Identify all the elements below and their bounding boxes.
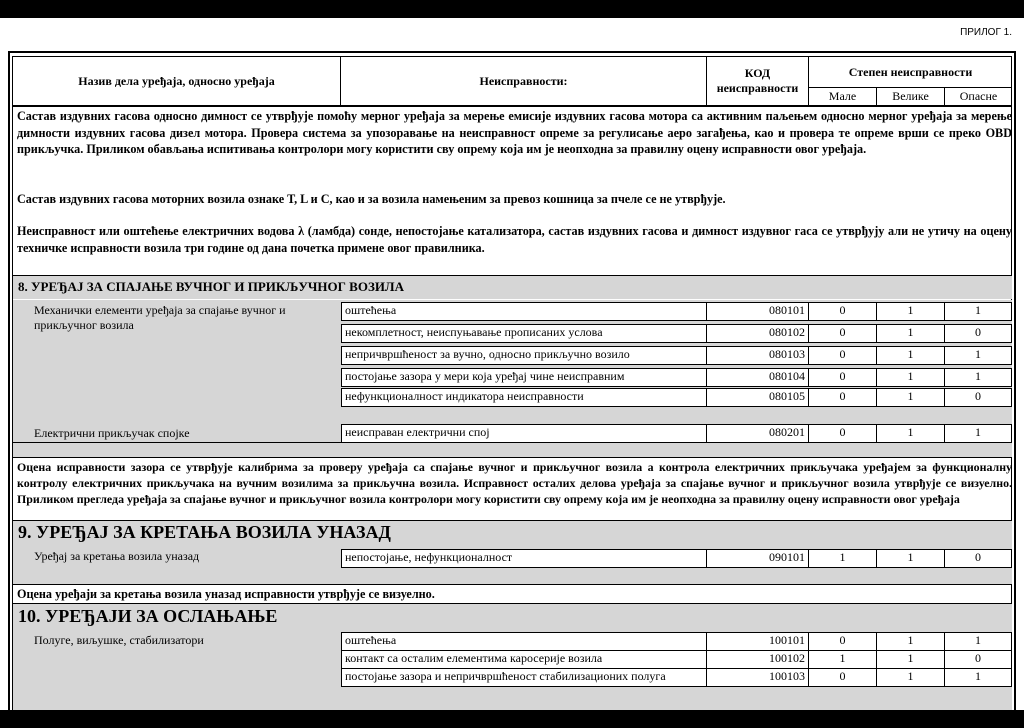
minor-cell: 0 bbox=[808, 324, 877, 343]
defect-cell: постојање зазора у мери која уређај чине неисправним bbox=[341, 368, 707, 387]
element-name: Електрични прикључак спојке bbox=[34, 426, 190, 440]
code-cell: 080102 bbox=[706, 324, 809, 343]
intro-paragraph-2: Састав издувних гасова моторних возила ознаке Т, L и C, као и за возила намењеним за превоз кошница за пчеле се не утврђује. bbox=[17, 192, 726, 206]
intro-paragraph-1: Састав издувних гасова односно димност се утврђује помоћу мерног уређаја за мерење емисије издувних гасова мотора са активним паљењем односно мерног уређаја за мерење димности издувних гасова дизел мотора. Провера система за упозоравање на неисправност опреме за регулисање аеро загађења, као и провера те опреме врши се преко OBD прикључка. Приликом обављања испитивања контролори могу користити сву опрему која им је неопходна за правилну оцену исправности овог уређаја. bbox=[17, 109, 1012, 156]
minor-cell: 1 bbox=[808, 549, 877, 568]
element-name: Механички елементи уређаја за спајање вучног и прикључног возила bbox=[34, 303, 286, 332]
section-9-note: Оцена уређаји за кретања возила уназад исправности утврђује се визуелно. bbox=[17, 587, 435, 601]
document-page bbox=[0, 18, 1024, 710]
section-8-title: 8. УРЕЂАЈ ЗА СПАЈАЊЕ ВУЧНОГ И ПРИКЉУЧНОГ ВОЗИЛА bbox=[18, 279, 405, 294]
section-9-title: 9. УРЕЂАЈ ЗА КРЕТАЊА ВОЗИЛА УНАЗАД bbox=[18, 522, 391, 542]
code-cell: 100101 bbox=[706, 632, 809, 651]
annex-label: ПРИЛОГ 1. bbox=[960, 27, 1012, 38]
code-cell: 080101 bbox=[706, 302, 809, 321]
header-dangerous: Опасне bbox=[959, 89, 998, 103]
dangerous-cell: 1 bbox=[944, 346, 1012, 365]
divider bbox=[12, 457, 1012, 458]
minor-cell: 0 bbox=[808, 632, 877, 651]
element-name: Уређај за кретања возила уназад bbox=[34, 549, 200, 563]
header-major: Велике bbox=[892, 89, 929, 103]
header-degree: Степен неисправности bbox=[848, 64, 973, 79]
header-code: КОД неисправности bbox=[716, 66, 799, 95]
minor-cell: 0 bbox=[808, 368, 877, 387]
defect-cell: оштећења bbox=[341, 632, 707, 651]
header-part-name: Назив дела уређаја, односно уређаја bbox=[78, 73, 275, 88]
divider bbox=[706, 57, 707, 106]
minor-cell: 0 bbox=[808, 388, 877, 407]
major-cell: 1 bbox=[876, 302, 945, 321]
section-8-note: Оцена исправности зазора се утврђује калибрима за проверу уређаја са спајање вучног и прикључног возила а контрола електричних прикључака уређајем за функционалну контролу електричних прикључака на вучним возилима за прикључна возила. Исправност осталих делова уређаја за спајање вучног и прикључног возила утврђује се визуелно. Приликом прегледа уређаја за спајање вучног и прикључног возила контролори могу користити сву опрему која им је неопходна за правилну оцену исправности овог уређаја bbox=[17, 460, 1012, 506]
defect-cell: непричвршћеност за вучно, односно прикључно возило bbox=[341, 346, 707, 365]
dangerous-cell: 1 bbox=[944, 668, 1012, 687]
defect-cell: непостојање, нефункционалност bbox=[341, 549, 707, 568]
section-10-title: 10. УРЕЂАЈИ ЗА ОСЛАЊАЊЕ bbox=[18, 606, 278, 626]
defect-cell: оштећења bbox=[341, 302, 707, 321]
divider bbox=[340, 57, 341, 106]
minor-cell: 0 bbox=[808, 668, 877, 687]
minor-cell: 0 bbox=[808, 302, 877, 321]
defect-cell: некомплетност, неиспуњавање прописаних услова bbox=[341, 324, 707, 343]
header-defects: Неисправности: bbox=[479, 73, 568, 88]
major-cell: 1 bbox=[876, 368, 945, 387]
divider bbox=[876, 87, 877, 106]
minor-cell: 1 bbox=[808, 650, 877, 669]
minor-cell: 0 bbox=[808, 424, 877, 443]
code-cell: 080105 bbox=[706, 388, 809, 407]
divider bbox=[12, 275, 1012, 276]
code-cell: 080103 bbox=[706, 346, 809, 365]
defect-cell: нефункционалност индикатора неисправности bbox=[341, 388, 707, 407]
major-cell: 1 bbox=[876, 668, 945, 687]
code-cell: 080104 bbox=[706, 368, 809, 387]
divider bbox=[808, 57, 809, 106]
code-cell: 090101 bbox=[706, 549, 809, 568]
defect-cell: неисправан електрични спој bbox=[341, 424, 707, 443]
dangerous-cell: 1 bbox=[944, 632, 1012, 651]
intro-paragraph-3: Неисправност или оштећење електричних водова λ (ламбда) сонде, непостојање катализатора, састав издувних гасова и димност издувног гаса се утврђују али не утичу на оцену техничке исправности возила три године од дана почетка примене овог правилника. bbox=[17, 224, 1012, 255]
divider bbox=[808, 87, 1012, 88]
code-cell: 100102 bbox=[706, 650, 809, 669]
major-cell: 1 bbox=[876, 632, 945, 651]
major-cell: 1 bbox=[876, 650, 945, 669]
defect-cell: постојање зазора и непричвршћеност стабилизационих полуга bbox=[341, 668, 707, 687]
code-cell: 080201 bbox=[706, 424, 809, 443]
section-body bbox=[13, 443, 1012, 457]
major-cell: 1 bbox=[876, 346, 945, 365]
dangerous-cell: 1 bbox=[944, 424, 1012, 443]
divider bbox=[944, 87, 945, 106]
divider bbox=[12, 584, 1012, 585]
dangerous-cell: 1 bbox=[944, 302, 1012, 321]
dangerous-cell: 0 bbox=[944, 549, 1012, 568]
major-cell: 1 bbox=[876, 424, 945, 443]
dangerous-cell: 0 bbox=[944, 324, 1012, 343]
major-cell: 1 bbox=[876, 388, 945, 407]
minor-cell: 0 bbox=[808, 346, 877, 365]
bottom-bar bbox=[0, 710, 1024, 728]
dangerous-cell: 0 bbox=[944, 388, 1012, 407]
dangerous-cell: 0 bbox=[944, 650, 1012, 669]
header-minor: Мале bbox=[828, 89, 857, 103]
major-cell: 1 bbox=[876, 549, 945, 568]
divider bbox=[12, 105, 1012, 107]
major-cell: 1 bbox=[876, 324, 945, 343]
code-cell: 100103 bbox=[706, 668, 809, 687]
defect-cell: контакт са осталим елементима каросерије возила bbox=[341, 650, 707, 669]
element-name: Полуге, виљушке, стабилизатори bbox=[34, 633, 204, 647]
dangerous-cell: 1 bbox=[944, 368, 1012, 387]
